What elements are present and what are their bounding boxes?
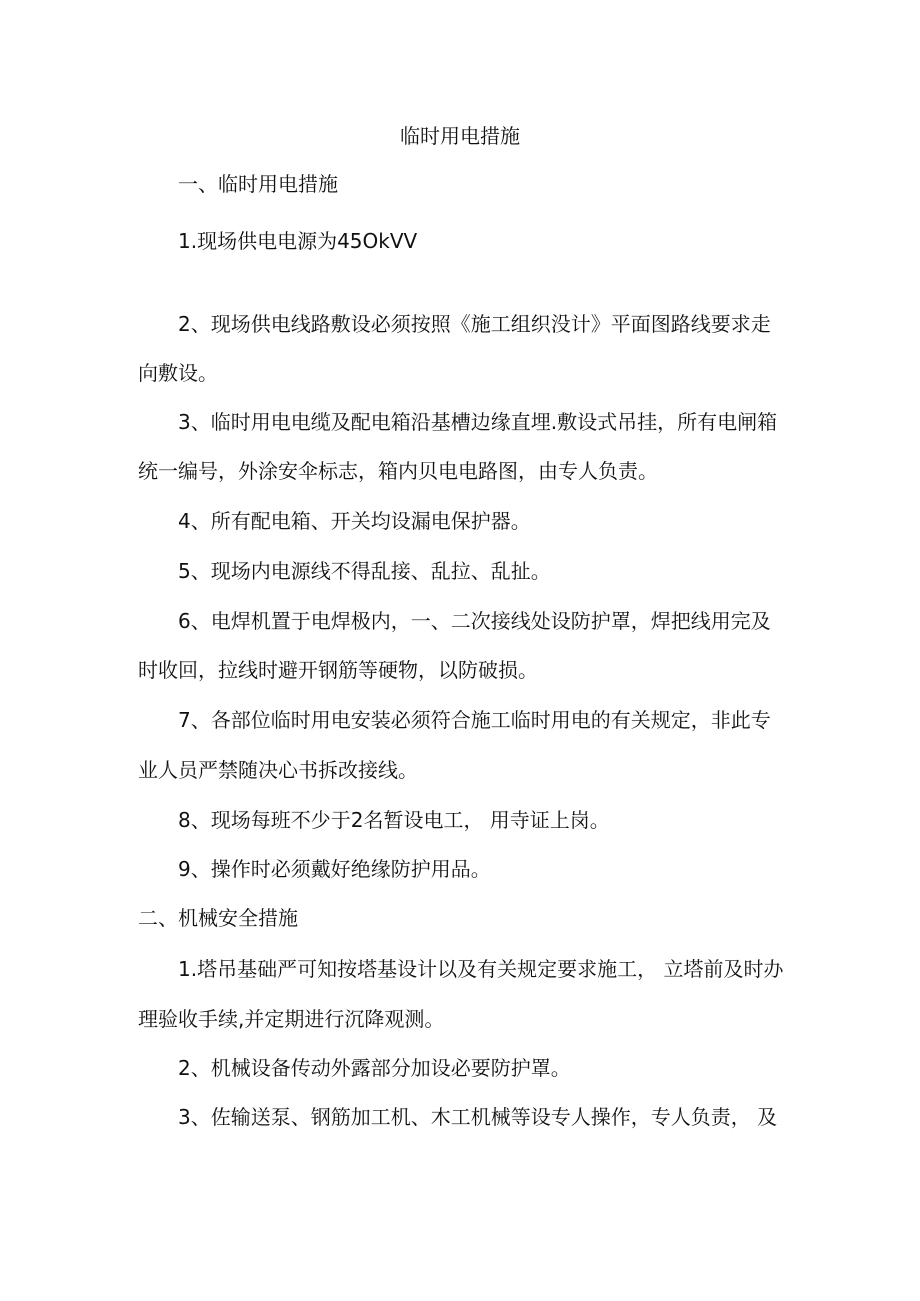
paragraph-1-2-cont: 向敷设。 xyxy=(138,361,218,385)
paragraph-1-8: 8、现场每班不少于2名暂设电工， 用寺证上岗。 xyxy=(178,808,610,832)
document-title: 临时用电措施 xyxy=(400,124,520,148)
paragraph-1-7: 7、各部位临时用电安装必须符合施工临时用电的有关规定，非此专 xyxy=(178,708,771,732)
paragraph-1-5: 5、现场内电源线不得乱接、乱拉、乱扯。 xyxy=(178,559,551,583)
paragraph-2-3: 3、佐输送泵、钢筋加工机、木工机械等设专人操作，专人负责， 及 xyxy=(178,1105,778,1129)
paragraph-1-3: 3、临时用电电缆及配电箱沿基槽边缘直埋.敷设式吊挂，所有电闸箱 xyxy=(178,410,778,434)
paragraph-2-2: 2、机械设备传动外露部分加设必要防护罩。 xyxy=(178,1056,571,1080)
paragraph-1-6-cont: 时收回，拉线时避开钢筋等硬物，以防破损。 xyxy=(138,658,538,682)
paragraph-1-2: 2、现场供电线路敷设必须按照《施工组织没计》平面图路线要求走 xyxy=(178,312,771,336)
section-heading-2: 二、机械安全措施 xyxy=(138,906,298,930)
paragraph-1-1: 1.现场供电电源为45OkVV xyxy=(178,229,418,253)
paragraph-1-7-cont: 业人员严禁随决心书拆改接线。 xyxy=(138,758,418,782)
paragraph-1-6: 6、电焊机置于电焊极内，一、二次接线处设防护罩，焊把线用完及 xyxy=(178,609,771,633)
paragraph-1-3-cont: 统一编号，外涂安伞标志，箱内贝电电路图，由专人负责。 xyxy=(138,459,658,483)
paragraph-1-4: 4、所有配电箱、开关均设漏电保护器。 xyxy=(178,509,531,533)
paragraph-1-9: 9、操作时必须戴好绝缘防护用品。 xyxy=(178,857,491,881)
paragraph-2-1-cont: 理验收手续,并定期进行沉降观测。 xyxy=(138,1007,445,1031)
section-heading-1: 一、临时用电措施 xyxy=(178,172,338,196)
paragraph-2-1: 1.塔吊基础严可知按塔基设计以及有关规定要求施工， 立塔前及时办 xyxy=(178,957,784,981)
